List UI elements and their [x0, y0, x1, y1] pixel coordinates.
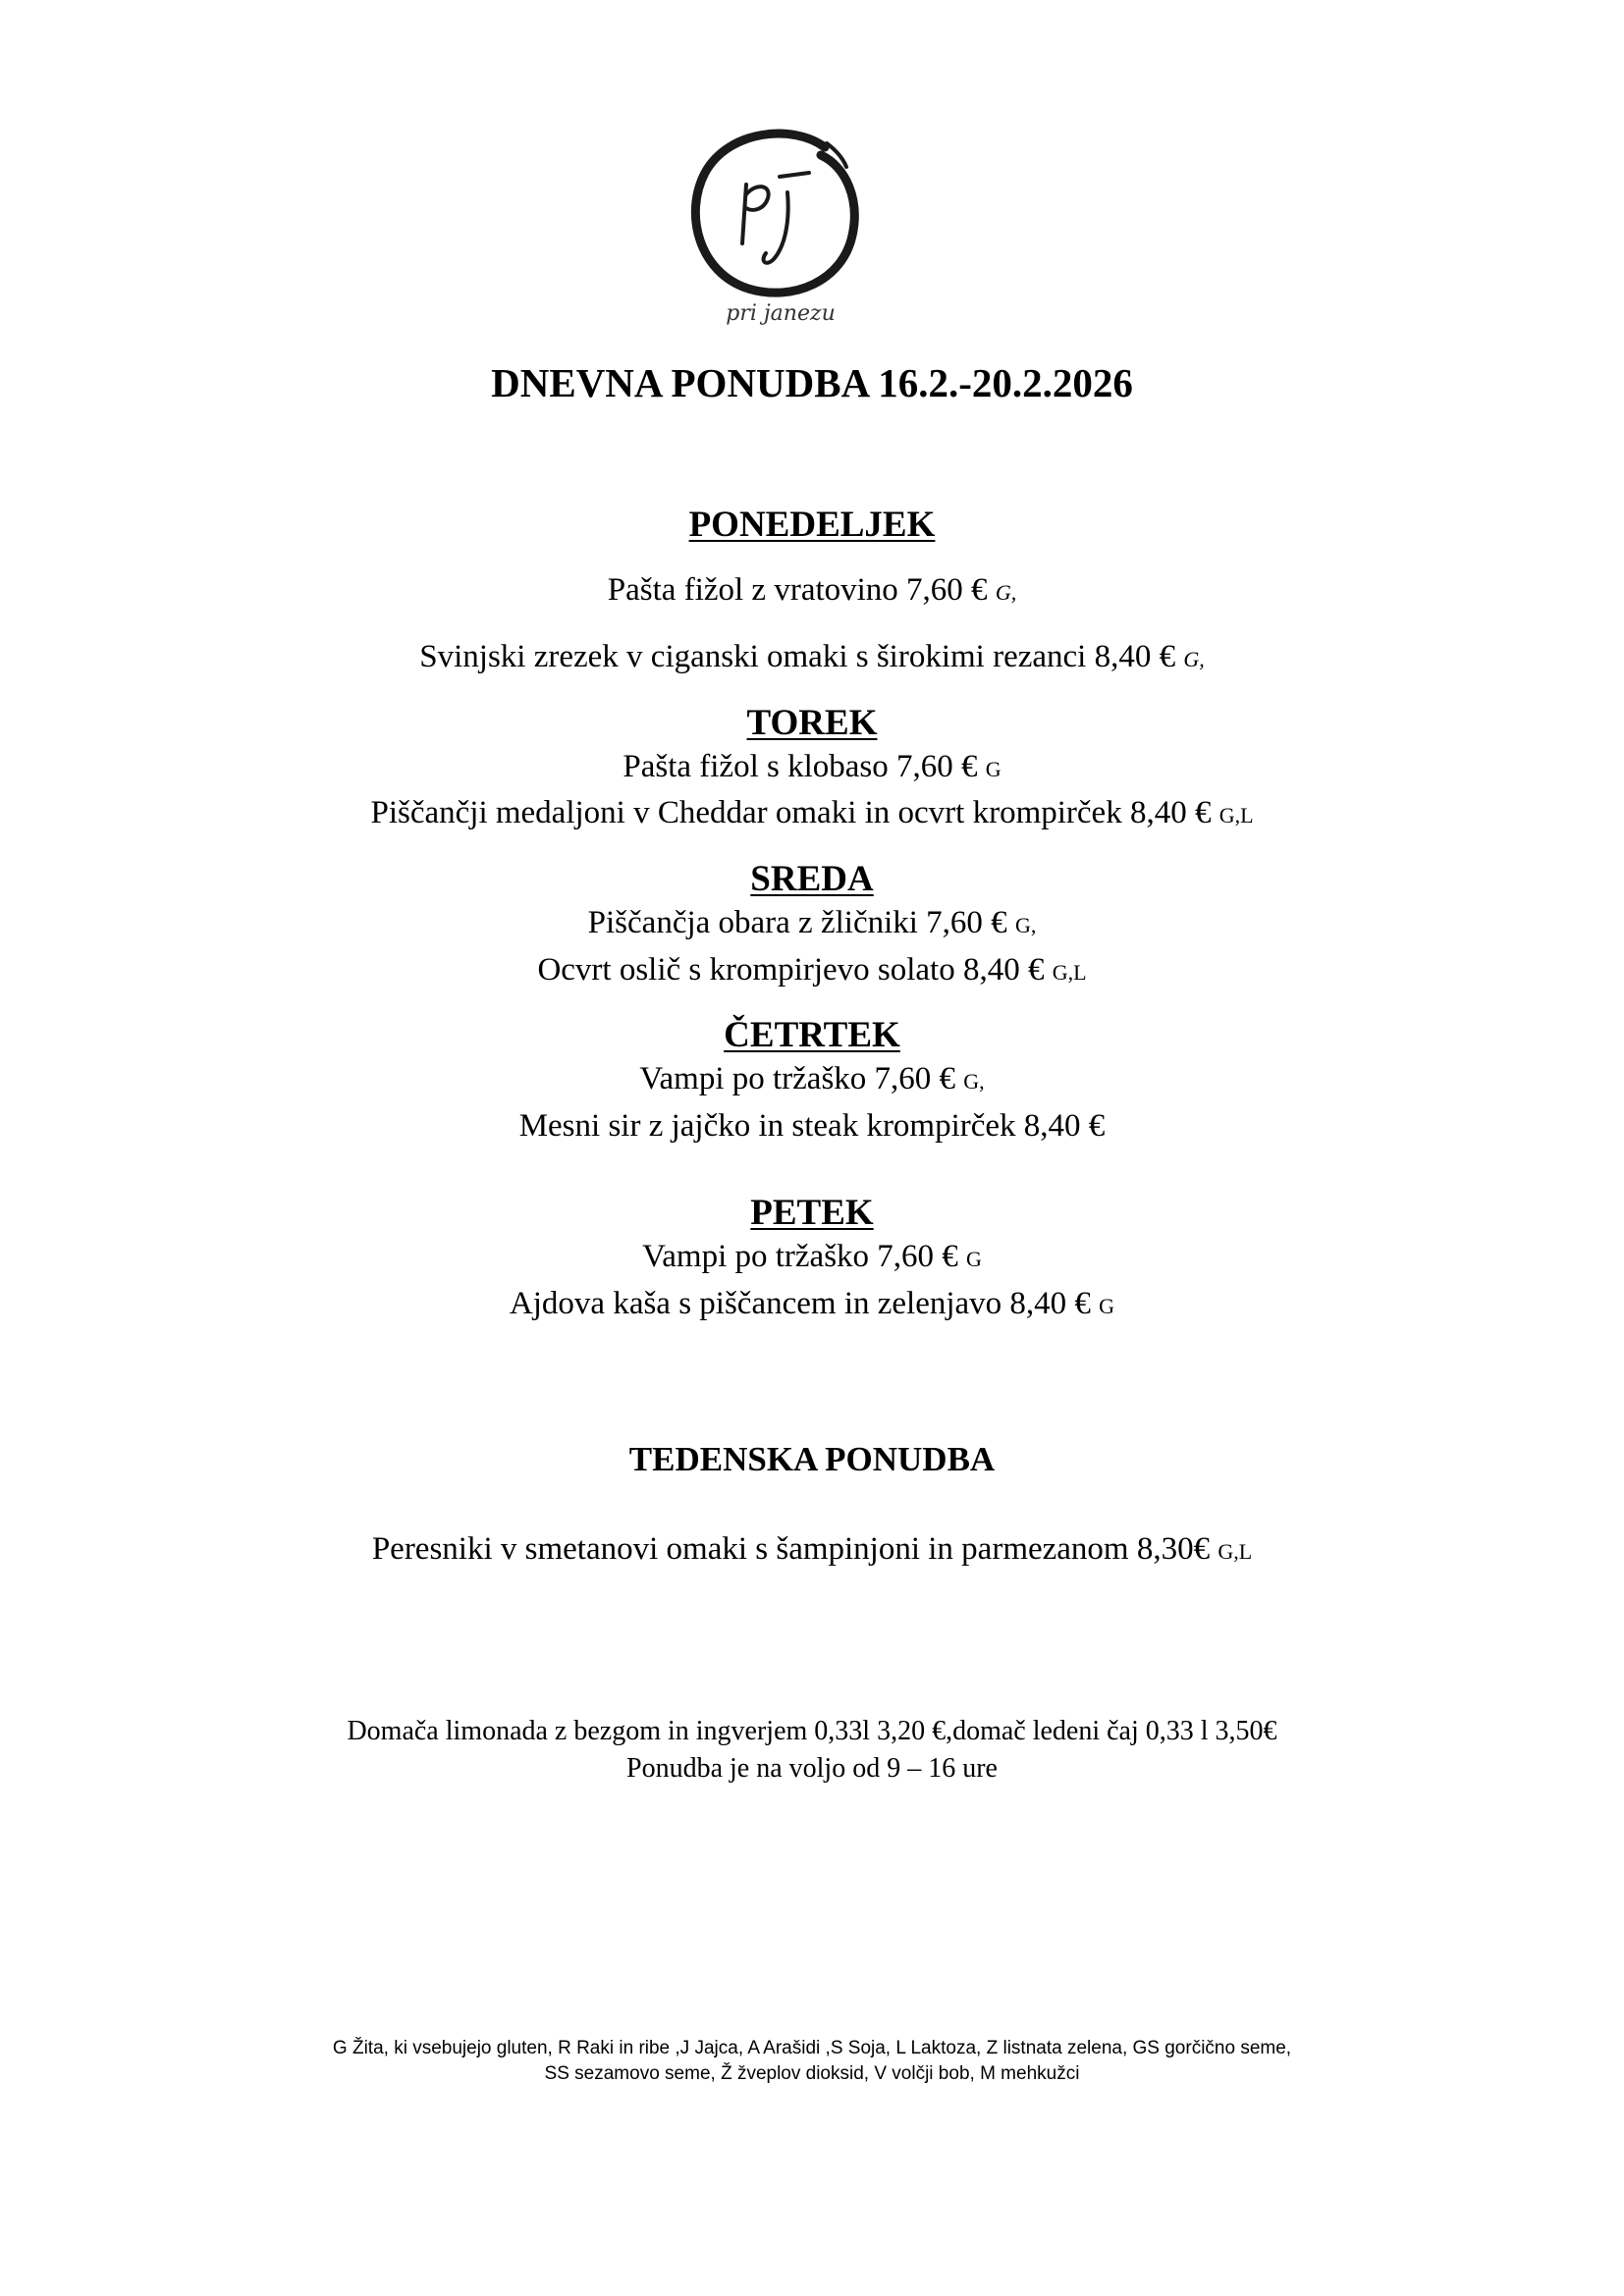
menu-item-text: Vampi po tržaško 7,60 € — [642, 1239, 958, 1274]
menu-item — [0, 1108, 1624, 1145]
day-heading-torek: TOREK — [746, 703, 878, 743]
pri-janezu-logo — [677, 116, 884, 332]
allergen-codes: G,L — [1052, 960, 1087, 985]
allergen-legend-line: G Žita, ki vsebujejo gluten, R Raki in ribe ,J Jajca, A Arašidi ,S Soja, L Laktoza, Z listnata zelena, GS gorčično seme, — [332, 2038, 1292, 2058]
allergen-codes: G,L — [1218, 1539, 1253, 1564]
menu-item — [0, 1239, 1624, 1275]
page-title: DNEVNA PONUDBA 16.2.-20.2.2026 — [491, 360, 1133, 405]
menu-item-text: Vampi po tržaško 7,60 € — [639, 1061, 956, 1096]
menu-item — [0, 1286, 1624, 1322]
menu-item-text: Mesni sir z jajčko in steak krompirček 8,40 € — [518, 1108, 1106, 1144]
allergen-codes: G — [966, 1247, 982, 1271]
menu-item-text: Svinjski zrezek v ciganski omaki s širokimi rezanci 8,40 € — [419, 639, 1176, 674]
weekly-offer-item — [0, 1531, 1624, 1568]
menu-item — [0, 795, 1624, 831]
allergen-codes: G, — [995, 580, 1017, 605]
allergen-codes: G, — [963, 1069, 985, 1094]
menu-item — [0, 1061, 1624, 1097]
menu-item-text: Ajdova kaša s piščancem in zelenjavo 8,40 € — [509, 1286, 1091, 1321]
opening-hours-line: Ponudba je na voljo od 9 – 16 ure — [626, 1753, 998, 1784]
menu-item — [0, 905, 1624, 941]
menu-item — [0, 572, 1624, 609]
drinks-line: Domača limonada z bezgom in ingverjem 0,33l 3,20 €,domač ledeni čaj 0,33 l 3,50€ — [347, 1716, 1277, 1746]
allergen-codes: G — [985, 757, 1001, 781]
day-heading-cetrtek: ČETRTEK — [724, 1015, 900, 1055]
menu-item-text: Piščančja obara z žličniki 7,60 € — [587, 905, 1007, 940]
allergen-codes: G, — [1014, 913, 1037, 937]
day-heading-sreda: SREDA — [750, 859, 874, 899]
logo-script-text: pri janezu — [726, 301, 836, 326]
menu-item-text: Piščančji medaljoni v Cheddar omaki in ocvrt krompirček 8,40 € — [370, 795, 1212, 830]
allergen-codes: G, — [1183, 647, 1205, 671]
menu-item — [0, 952, 1624, 988]
menu-item-text: Peresniki v smetanovi omaki s šampinjoni in parmezanom 8,30€ — [371, 1531, 1211, 1567]
menu-item-text: Pašta fižol z vratovino 7,60 € — [607, 572, 988, 608]
allergen-codes: G — [1099, 1294, 1115, 1318]
menu-item-text: Ocvrt oslič s krompirjevo solato 8,40 € — [537, 952, 1045, 988]
allergen-legend-line: SS sezamovo seme, Ž žveplov dioksid, V volčji bob, M mehkužci — [544, 2063, 1080, 2084]
allergen-codes: G,L — [1218, 803, 1254, 828]
weekly-offer-title: TEDENSKA PONUDBA — [628, 1440, 996, 1478]
menu-item — [0, 749, 1624, 785]
day-heading-ponedeljek: PONEDELJEK — [688, 505, 936, 545]
day-heading-petek: PETEK — [750, 1193, 874, 1233]
menu-item-text: Pašta fižol s klobaso 7,60 € — [623, 749, 978, 784]
menu-item — [0, 639, 1624, 675]
